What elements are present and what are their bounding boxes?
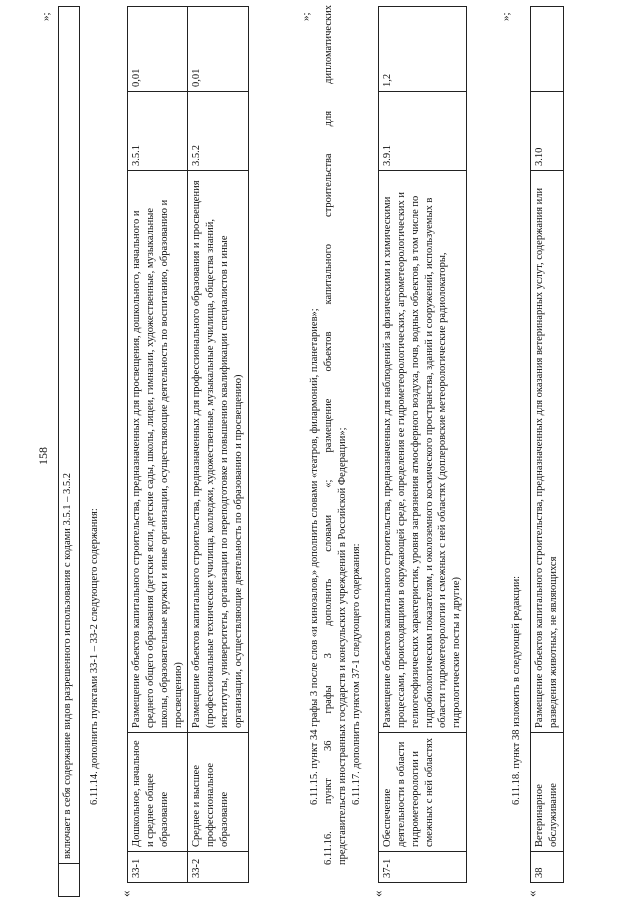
- paragraph-6-11-16: 6.11.16. пункт 36 графы 3 дополнить словами «; размещение объектов капитального строительства для дипломатических: [323, 5, 334, 865]
- open-quote: «: [524, 890, 539, 897]
- table-cell-code: 3.9.1: [379, 92, 467, 171]
- closing-quote: »;: [300, 12, 312, 21]
- open-quote: «: [118, 890, 133, 897]
- table-cell-code: 3.5.1: [128, 92, 188, 171]
- table-row: [128, 7, 188, 883]
- table-cell-num: 37-1: [379, 852, 467, 883]
- table-cell-num: 33-1: [128, 852, 188, 883]
- table-cell-name: Обеспечение деятельности в области гидрометеорологии и смежных с ней областях: [379, 733, 467, 852]
- paragraph-6-11-16-cont: представительств иностранных государств и консульских учреждений в Российской Федерации»;: [337, 427, 348, 865]
- closing-quote: »;: [500, 12, 512, 21]
- paragraph-6-11-15: 6.11.15. пункт 34 графы 3 после слов «и кинозалов,» дополнить словами «театров, филармоний, планетариев»;: [309, 308, 320, 805]
- table-cell-coef: 1,2: [379, 7, 467, 92]
- table-row: [531, 7, 564, 883]
- page-number: 158: [36, 447, 50, 465]
- closing-quote: »;: [40, 12, 52, 21]
- table-cell-desc: Размещение объектов капитального строительства, предназначенных для профессионального образования и просвещения (профессиональные технические училища, колледжи, художественные, музыкальные училища, общества знаний, институты, университеты, организации по переподготовке и повышению квалификации специалистов и иные организации, осуществляющие деятельность по образованию и просвещению): [188, 171, 248, 733]
- table-cell-coef: 0,01: [188, 7, 248, 92]
- table-cell-num: 33-2: [188, 852, 248, 883]
- table-cell-name: Дошкольное, начальное и среднее общее образование: [128, 733, 188, 852]
- table-cell-name: Среднее и высшее профессиональное образование: [188, 733, 248, 852]
- table-38: [530, 6, 564, 883]
- table-33: [127, 6, 249, 883]
- paragraph-6-11-17: 6.11.17. дополнить пунктом 37-1 следующего содержания:: [351, 543, 362, 805]
- open-quote: «: [370, 890, 385, 897]
- table-cell-desc: Размещение объектов капитального строительства, предназначенных для просвещения, дошкольного, начального и среднего общего образования (детские ясли, детские сады, школы, лицеи, гимназии, художественные, музыкальные школы, образовательные кружки и иные организации, осуществляющие деятельность по воспитанию, образованию и просвещению): [128, 171, 188, 733]
- table-37-1: [378, 6, 467, 883]
- table-cell-num: 38: [531, 852, 564, 883]
- table-cell-coef: [531, 7, 564, 92]
- table-row: [59, 7, 80, 897]
- continuation-table: [58, 6, 80, 897]
- empty-cell: [59, 864, 80, 897]
- table-row: [188, 7, 248, 883]
- table-cell-desc: включает в себя содержание видов разрешенного использования с кодами 3.5.1 – 3.5.2: [59, 7, 80, 864]
- table-cell-desc: Размещение объектов капитального строительства, предназначенных для оказания ветеринарных услут, содержания или разведения животных, не являющихся: [531, 171, 564, 733]
- table-cell-desc: Размещение объектов капитального строительства, предназначенных для наблюдений за физическими и химическими процессами, происходящими в окружающей среде, определения ее гидрометеорологических, агрометеорологических и гелиогеофизических характеристик, уровня загрязнения атмосферного воздуха, почв, водных объектов, в том числе по гидробиологическим показателям, и околоземного космического пространства, зданий и сооружений, используемых в области гидрометеорологии и смежных с ней областях (доплеровские метеорологические радиолокаторы, гидрологические посты и другие): [379, 171, 467, 733]
- paragraph-6-11-14: 6.11.14. дополнить пунктами 33-1 – 33-2 следующего содержания:: [89, 508, 100, 805]
- table-cell-coef: 0,01: [128, 7, 188, 92]
- table-row: [379, 7, 467, 883]
- paragraph-6-11-18: 6.11.18. пункт 38 изложить в следующей редакции:: [511, 575, 522, 805]
- table-cell-code: 3.5.2: [188, 92, 248, 171]
- table-cell-code: 3.10: [531, 92, 564, 171]
- table-cell-name: Ветеринарное обслуживание: [531, 733, 564, 852]
